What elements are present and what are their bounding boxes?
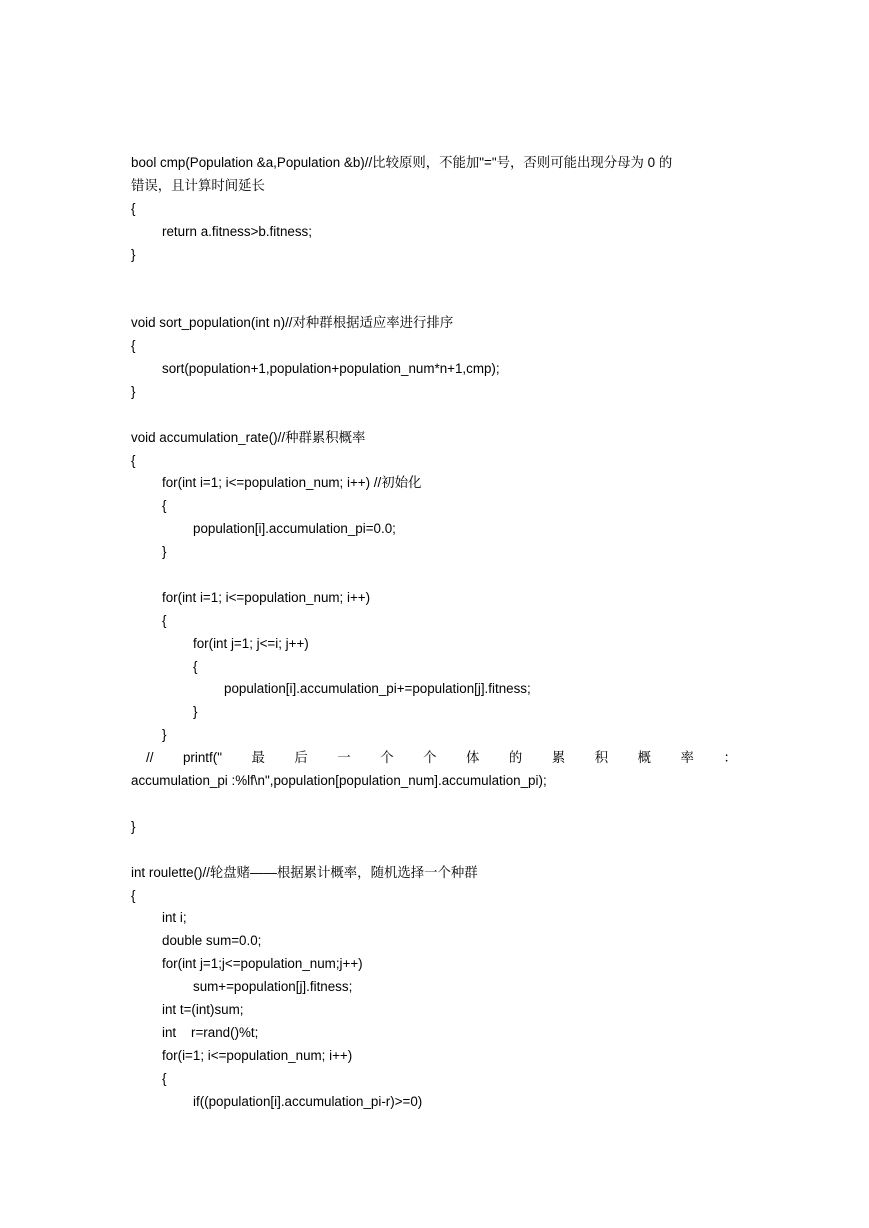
code-line: { [162, 498, 167, 514]
code-line: int r=rand()%t; [162, 1024, 259, 1040]
code-line: sum+=population[j].fitness; [193, 979, 353, 995]
code-line: for(int j=1; j<=i; j++) [193, 635, 309, 651]
comment-token: ： [723, 750, 737, 766]
comment-token: 一 [337, 750, 351, 766]
justified-comment-line [131, 747, 737, 770]
code-line: { [162, 612, 167, 628]
code-line: return a.fitness>b.fitness; [162, 223, 312, 239]
comment-token: 后 [294, 750, 308, 766]
code-line: for(int j=1;j<=population_num;j++) [162, 956, 363, 972]
code-line: accumulation_pi :%lf\n",population[population_num].accumulation_pi); [131, 773, 547, 789]
code-line: 错误，且计算时间延长 [131, 177, 265, 193]
blank-line [131, 266, 737, 289]
blank-line [131, 839, 737, 862]
comment-token: 体 [466, 750, 480, 766]
code-line: } [193, 704, 198, 720]
code-line: population[i].accumulation_pi+=population[j].fitness; [224, 681, 531, 697]
code-line: if((population[i].accumulation_pi-r)>=0) [193, 1093, 423, 1109]
code-line: int i; [162, 910, 187, 926]
code-line: } [131, 383, 136, 399]
code-line: void sort_population(int n)//对种群根据适应率进行排序 [131, 315, 454, 331]
code-line: { [131, 452, 136, 468]
code-line: { [193, 658, 198, 674]
comment-token: 最 [251, 750, 265, 766]
code-line: { [131, 200, 136, 216]
code-line: { [131, 887, 136, 903]
code-line: bool cmp(Population &a,Population &b)//比较原则，不能加"="号，否则可能出现分母为 0 的 [131, 155, 673, 170]
code-line: for(int i=1; i<=population_num; i++) //初始化 [162, 475, 422, 491]
code-line: { [131, 338, 136, 354]
comment-token: 个 [380, 750, 394, 766]
comment-token: // [146, 750, 154, 766]
code-line: } [162, 727, 167, 743]
code-line: { [162, 1070, 167, 1086]
comment-token: 的 [508, 750, 523, 766]
comment-token: 个 [423, 750, 437, 766]
code-line: } [131, 246, 136, 262]
blank-line [131, 564, 737, 587]
code-line: int roulette()//轮盘赌——根据累计概率，随机选择一个种群 [131, 864, 478, 880]
code-line: sort(population+1,population+population_num*n+1,cmp); [162, 361, 500, 377]
blank-line [131, 793, 737, 816]
code-line: for(int i=1; i<=population_num; i++) [162, 589, 371, 605]
code-line: } [162, 544, 167, 560]
blank-line [131, 404, 737, 427]
blank-line [131, 289, 737, 312]
code-line: } [131, 818, 136, 834]
code-line: for(i=1; i<=population_num; i++) [162, 1047, 353, 1063]
code-line: double sum=0.0; [162, 933, 262, 949]
comment-token: 率 [680, 750, 694, 766]
comment-token: 概 [637, 750, 652, 766]
code-block [131, 152, 737, 1113]
code-line: int t=(int)sum; [162, 1001, 244, 1017]
code-line: population[i].accumulation_pi=0.0; [193, 521, 396, 537]
code-line: void accumulation_rate()//种群累积概率 [131, 429, 366, 445]
comment-token: printf(" [182, 750, 222, 766]
comment-token: 积 [594, 750, 609, 766]
comment-token: 累 [551, 750, 566, 766]
